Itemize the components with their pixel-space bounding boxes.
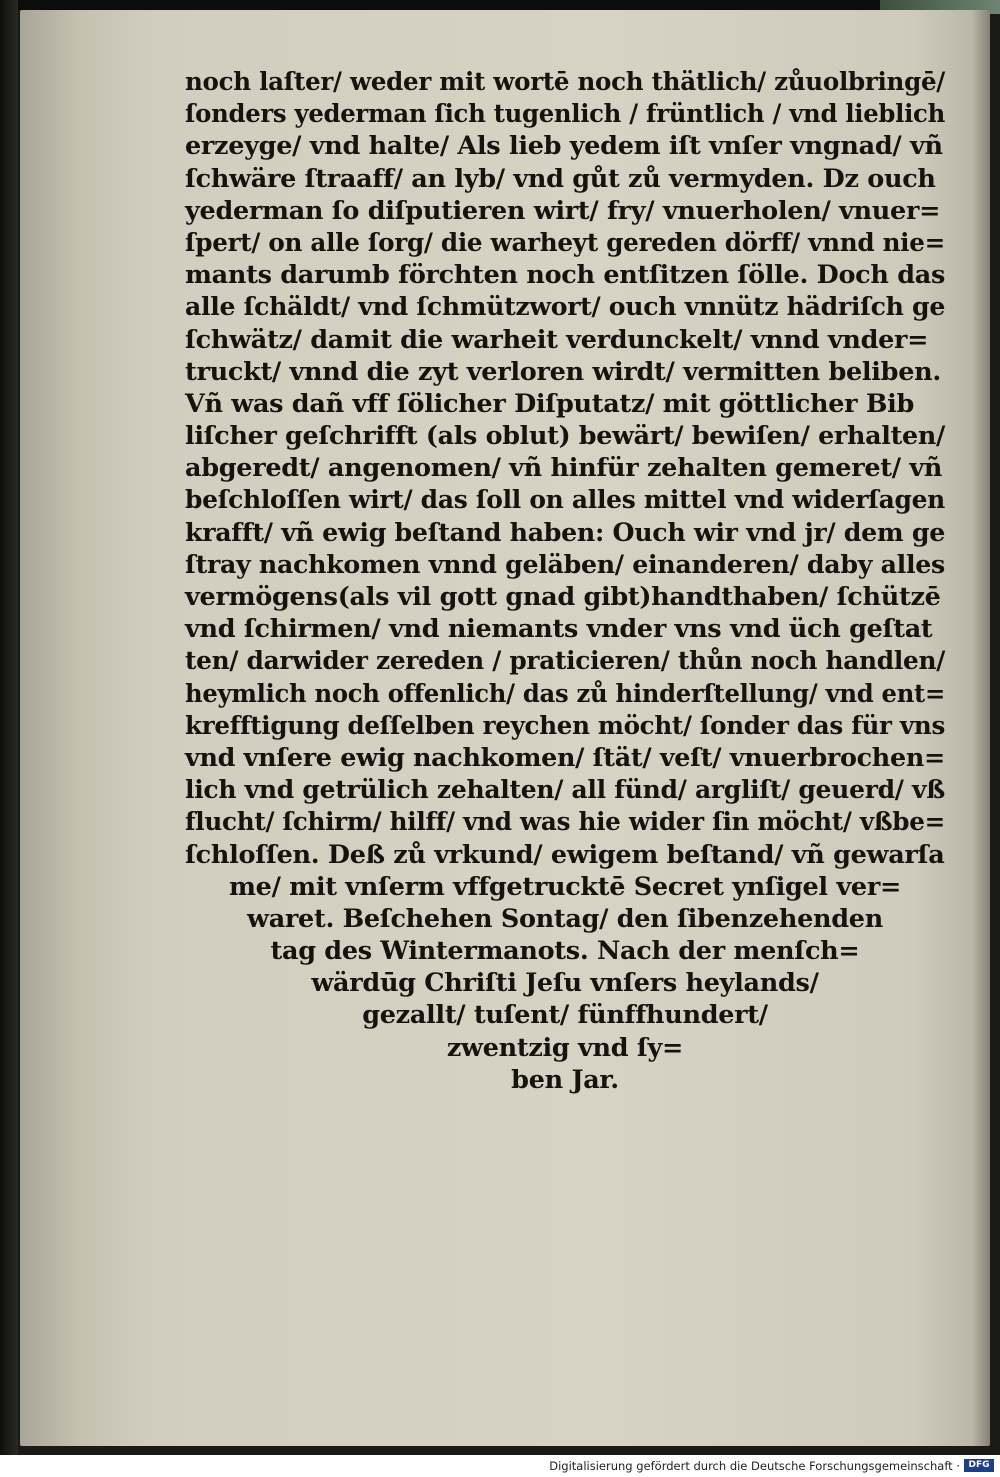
text-line: truckt/ vnnd die zyt verloren wirdt/ vermitten beliben. [185,356,941,387]
dfg-logo-icon: DFG [964,1459,994,1472]
text-line-centered: zwentzig vnd ſy= [446,1032,684,1063]
footer-credit-text: Digitalisierung gefördert durch die Deutsche Forschungsgemeinschaft · [549,1459,960,1473]
text-line-centered: me/ mit vnſerm vffgetrucktē Secret ynſigel ver= [228,871,902,902]
text-line: ſpert/ on alle ſorg/ die warheyt gereden dörff/ vnnd nie= [185,227,945,258]
text-line: heymlich noch offenlich/ das zů hinderſtellung/ vnd ent= [185,678,946,709]
paper-edge-shadow [972,10,990,1446]
text-line: ſchwätz/ damit die warheit verdunckelt/ vnnd vnder= [185,324,929,355]
text-line: flucht/ ſchirm/ hilff/ vnd was hie wider ſin möcht/ vßbe= [185,807,945,838]
page-text-block [185,66,945,1096]
text-line: beſchloſſen wirt/ das ſoll on alles mittel vnd widerſagen [185,485,946,516]
text-line-centered: wärdūg Chriſti Jeſu vnſers heylands/ [311,968,819,999]
text-line: ſchwäre ſtraaff/ an lyb/ vnd gůt zů vermyden. Dz ouch [185,163,936,194]
text-line: noch laſter/ weder mit wortē noch thätlich/ zůuolbringē/ [185,67,945,97]
text-line: krefftigung deſſelben reychen möcht/ ſonder das für vns [185,710,946,741]
text-line: vnd vnſere ewig nachkomen/ ſtät/ veſt/ vnuerbrochen= [185,742,945,773]
text-line: liſcher geſchrifft (als oblut) bewärt/ bewiſen/ erhalten/ [185,421,946,452]
text-line: abgeredt/ angenomen/ vñ hinfür zehalten gemeret/ vñ [185,453,943,484]
text-line: vnd ſchirmen/ vnd niemants vnder vns vnd üch geſtat [185,614,933,645]
text-line: vermögens(als vil gott gnad gibt)handthaben/ ſchützē [185,582,941,612]
text-line-centered: tag des Wintermanots. Nach der menſch= [270,936,860,967]
digitization-footer [0,1455,1000,1477]
text-line: yederman ſo diſputieren wirt/ fry/ vnuerholen/ vnuer= [185,195,941,226]
scan-edge-top [0,0,1000,10]
text-line: erzeyge/ vnd halte/ Als lieb yedem iſt vnſer vngnad/ vñ [185,131,943,162]
text-line-centered: gezallt/ tuſent/ fünffhundert/ [362,1000,768,1031]
text-line: ſonders yederman ſich tugenlich / früntlich / vnd lieblich [185,99,945,130]
text-line-centered: ben Jar. [511,1064,619,1095]
text-line: Vñ was dañ vff ſölicher Diſputatz/ mit göttlicher Bib [185,388,915,419]
text-line: alle ſchäldt/ vnd ſchmützwort/ ouch vnnütz hädriſch ge [185,292,946,323]
text-line: ſchloſſen. Deß zů vrkund/ ewigem beſtand/ vñ gewarſa [185,839,945,870]
text-line-centered: waret. Beſchehen Sontag/ den ſibenzehenden [247,903,883,934]
text-line: krafft/ vñ ewig beſtand haben: Ouch wir vnd jr/ dem ge [185,517,945,548]
text-line: lich vnd getrülich zehalten/ all fünd/ argliſt/ geuerd/ vß [185,775,945,806]
text-line: mants darumb förchten noch entſitzen ſölle. Doch das [185,260,946,291]
text-line: ſtray nachkomen vnnd geläben/ einanderen/ daby alles [185,549,945,580]
scan-edge-left [0,0,18,1455]
text-line: ten/ darwider zereden / praticieren/ thůn noch handlen/ [185,646,946,677]
